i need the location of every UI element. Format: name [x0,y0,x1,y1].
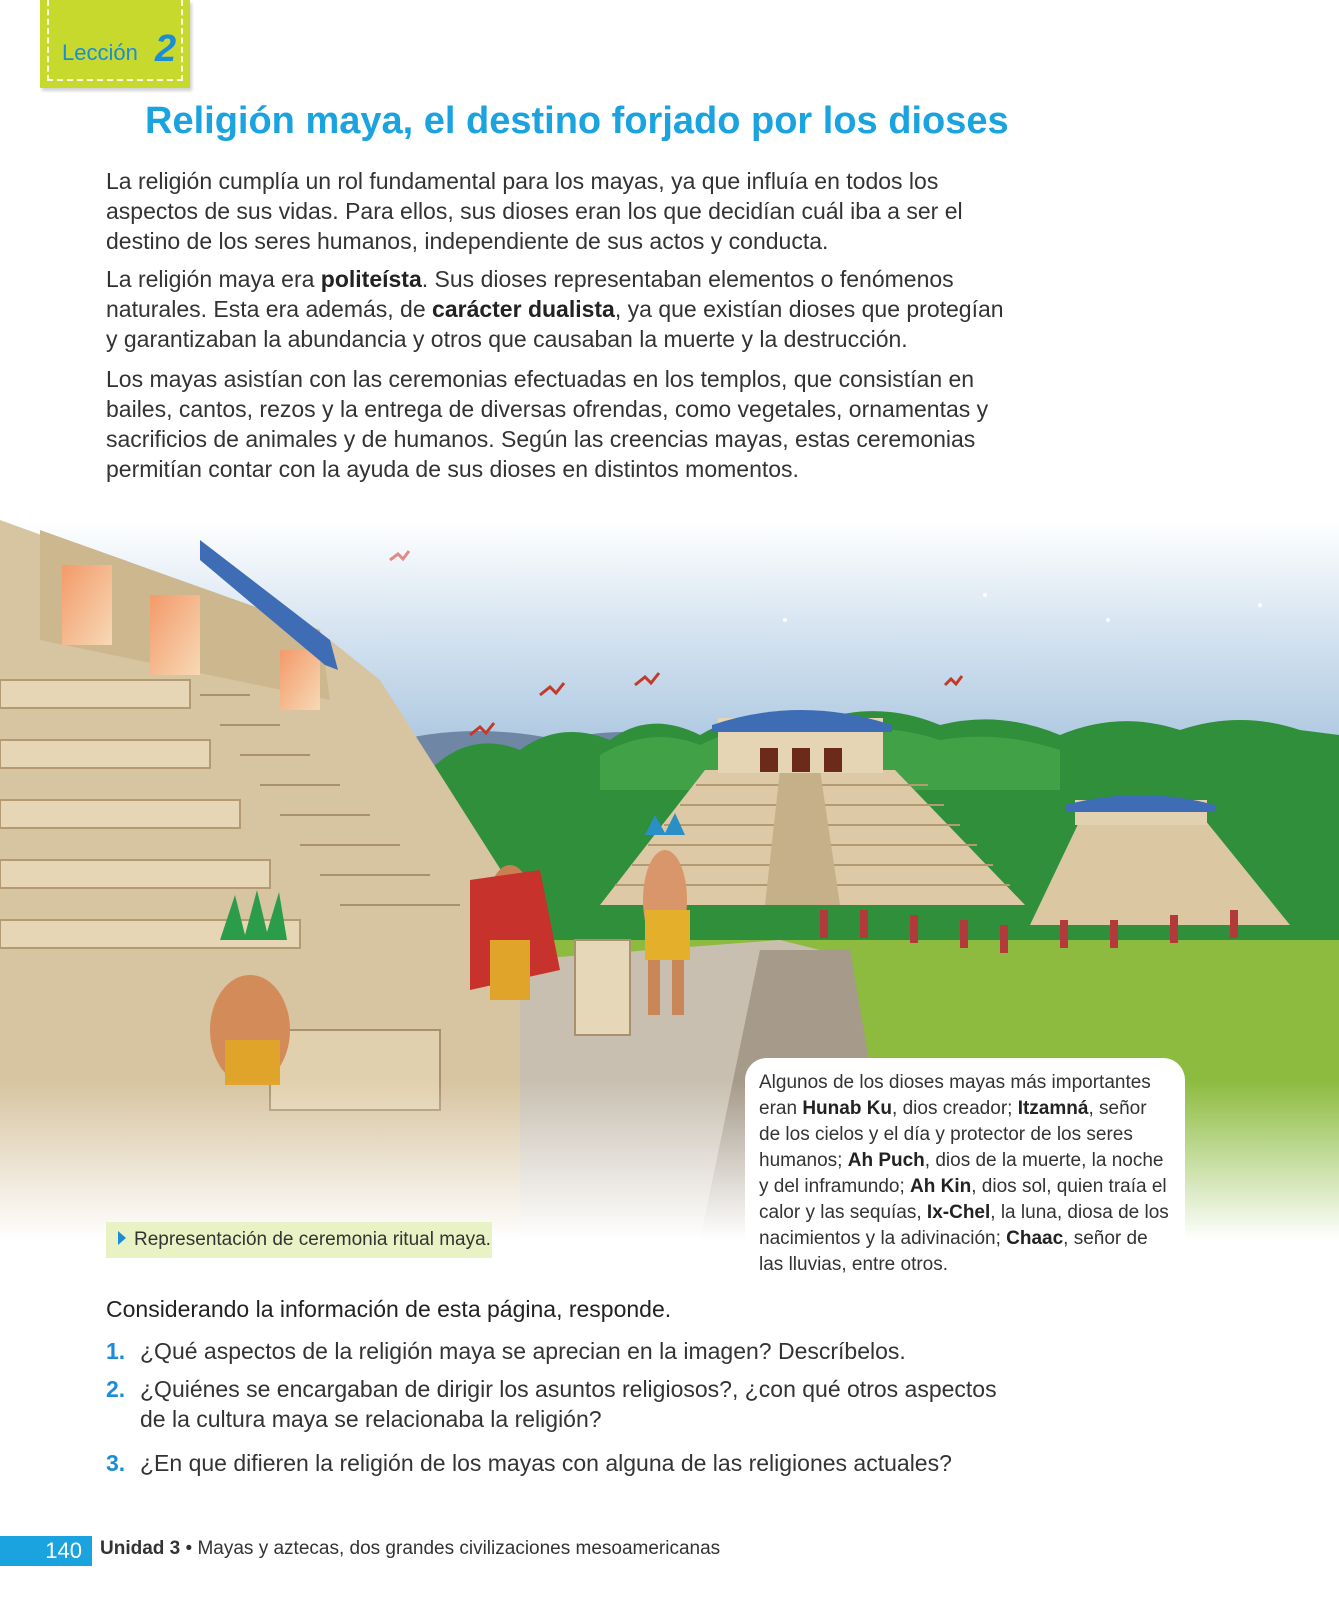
star [983,593,987,597]
lesson-number: 2 [155,28,177,70]
gods-info-box: Algunos de los dioses mayas más importantes eran Hunab Ku, dios creador; Itzamná, señor de los cielos y el día y protector de los seres humanos; Ah Puch, dios de la muerte, la noche y del inframundo; Ah Kin, dios sol, quien traía el calor y las sequías, Ix-Chel, la luna, diosa de los nacimientos y la adivinación; Chaac, señor de las lluvias, entre otros. [745,1058,1185,1280]
temple-door [824,748,842,772]
page-number: 140 [0,1536,92,1566]
temple-door [792,748,810,772]
god-hunab-ku: Hunab Ku [802,1098,893,1119]
temple-door [760,748,778,772]
unit-subject: Mayas y aztecas, dos grandes civilizaciones mesoamericanas [197,1538,721,1559]
activity-prompt: Considerando la información de esta página, responde. [106,1296,672,1322]
paragraph-2: La religión maya era politeísta. Sus dioses representaban elementos o fenómenos naturales. Esta era además, de carácter dualista, ya que existían dioses que protegían y garantizaban la abundancia y otros que causaban la muerte y la destrucción. [106,266,1004,352]
sunset-window [62,565,112,645]
unit-label: Unidad 3 [100,1538,181,1559]
question-number: 1. [106,1338,126,1364]
question-number: 3. [106,1450,126,1476]
question-item [106,1336,1006,1366]
god-itzamna: Itzamná [1017,1098,1089,1119]
term-dualista: carácter dualista [432,296,615,322]
question-number: 2. [106,1376,126,1402]
lesson-label: Lección [62,40,138,65]
image-caption: Representación de ceremonia ritual maya. [106,1222,492,1258]
sunset-window [150,595,200,675]
question-item [106,1448,1006,1478]
carved-stele [575,940,630,1035]
god-ah-kin: Ah Kin [910,1176,972,1197]
question-text: ¿Quiénes se encargaban de dirigir los asuntos religiosos?, ¿con qué otros aspectos de la cultura maya se relacionaba la religión? [140,1376,997,1432]
sunset-window [280,650,320,710]
paragraph-3: Los mayas asistían con las ceremonias efectuadas en los templos, que consistían en bailes, cantos, rezos y la entrega de diversas ofrendas, como vegetales, ornamentas y sacrificios de animales y de humanos. Según las creencias mayas, estas ceremonias permitían contar con la ayuda de sus dioses en distintos momentos. [106,366,989,482]
term-politeista: politeísta [320,266,422,292]
god-ah-puch: Ah Puch [847,1150,925,1171]
caption-arrow-icon [118,1231,126,1245]
page-title: Religión maya, el destino forjado por los dioses [145,100,1009,142]
question-text: ¿Qué aspectos de la religión maya se aprecian en la imagen? Descríbelos. [140,1338,906,1364]
god-ix-chel: Ix-Chel [926,1202,991,1223]
lesson-tab [40,0,190,88]
paragraph-1: La religión cumplía un rol fundamental para los mayas, ya que influía en todos los aspectos de sus vidas. Para ellos, sus dioses eran los que decidían cuál iba a ser el destino de los seres humanos, independiente de sus actos y conducta. [106,168,963,254]
star [1258,603,1262,607]
footer-unit: Unidad 3 • Mayas y aztecas, dos grandes civilizaciones mesoamericanas [100,1538,721,1559]
question-item [106,1374,1006,1434]
star [783,618,787,622]
star [1106,618,1110,622]
question-text: ¿En que difieren la religión de los mayas con alguna de las religiones actuales? [140,1450,952,1476]
god-chaac: Chaac [1006,1228,1064,1249]
